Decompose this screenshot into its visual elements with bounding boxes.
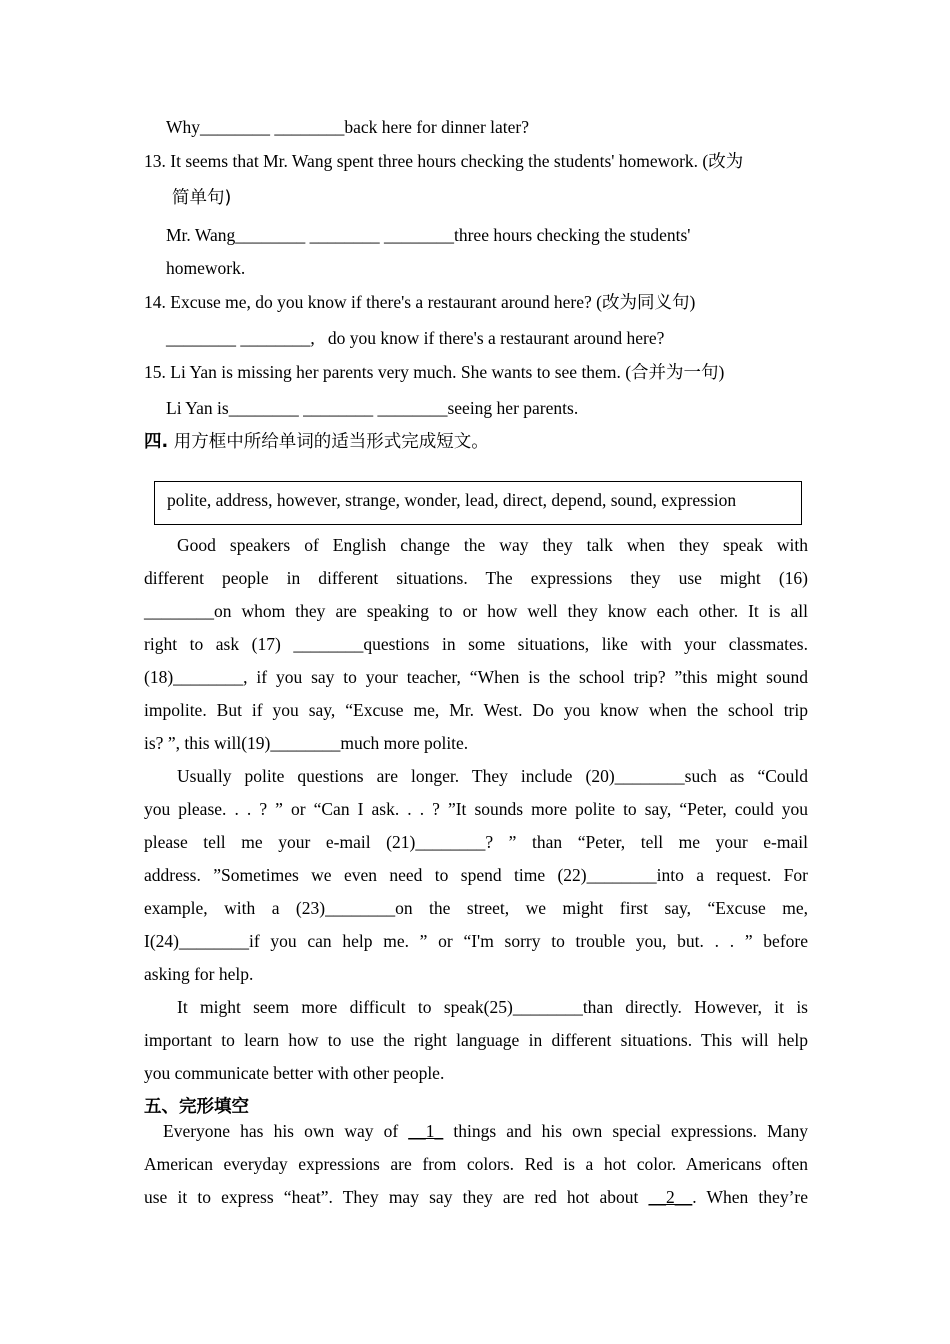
- cloze-blank-2: __2__: [648, 1187, 693, 1207]
- passage-line: you communicate better with other people.: [144, 1063, 445, 1083]
- passage-line: important to learn how to use the right language in different situations. This will help: [144, 1030, 808, 1050]
- word-bank-text: polite, address, however, strange, wonder, lead, direct, depend, sound, expression: [167, 490, 737, 510]
- section-5-title: 五、完形填空: [144, 1097, 249, 1117]
- passage-line: ________on whom they are speaking to or how well they know each other. It is all: [144, 601, 808, 621]
- cloze-text: Everyone has his own way of: [163, 1121, 409, 1141]
- cloze-text: . When they’re: [692, 1187, 808, 1207]
- q15-answer: Li Yan is________ ________ ________seeing her parents.: [166, 398, 579, 418]
- q13-answer-line2: homework.: [166, 258, 246, 278]
- passage-line: impolite. But if you say, “Excuse me, Mr. West. Do you know when the school trip: [144, 700, 808, 720]
- passage-line: (18)________, if you say to your teacher, “When is the school trip? ”this might sound: [144, 667, 808, 687]
- passage-line: Good speakers of English change the way they talk when they speak with: [177, 535, 808, 555]
- cloze-line-3: [144, 1186, 808, 1208]
- q14-answer: ________ ________, do you know if there's a restaurant around here?: [166, 328, 665, 348]
- passage-line: example, with a (23)________on the street, we might first say, “Excuse me,: [144, 898, 808, 918]
- cloze-line-1: [144, 1120, 808, 1142]
- passage-line: right to ask (17) ________questions in some situations, like with your classmates.: [144, 634, 808, 654]
- section-4-title: [144, 431, 489, 453]
- passage-line: is? ”, this will(19)________much more polite.: [144, 733, 469, 753]
- cloze-text: use it to express “heat”. They may say they are red hot about: [144, 1187, 649, 1207]
- cloze-text: things and his own special expressions. Many: [443, 1121, 808, 1141]
- passage-line: Usually polite questions are longer. They include (20)________such as “Could: [177, 766, 808, 786]
- cloze-line-2: American everyday expressions are from colors. Red is a hot color. Americans often: [144, 1154, 808, 1174]
- q14-question: 14. Excuse me, do you know if there's a restaurant around here? (改为同义句): [144, 292, 696, 312]
- q15-question: 15. Li Yan is missing her parents very much. She wants to see them. (合并为一句): [144, 362, 725, 382]
- section-4-instruction: 用方框中所给单词的适当形式完成短文。: [173, 432, 489, 452]
- passage-line: It might seem more difficult to speak(25)________than directly. However, it is: [177, 997, 808, 1017]
- q13-question-line2: 简单句): [172, 188, 232, 208]
- passage-line: asking for help.: [144, 964, 254, 984]
- section-4-number: 四.: [144, 432, 169, 452]
- cloze-blank-1: __1_: [408, 1121, 444, 1141]
- passage-line: you please. . . ? ” or “Can I ask. . . ? ”It sounds more polite to say, “Peter, could you: [144, 799, 808, 819]
- q13-question-line1: 13. It seems that Mr. Wang spent three hours checking the students' homework. (改为: [144, 151, 744, 171]
- q13-answer-line1: Mr. Wang________ ________ ________three hours checking the students': [166, 225, 691, 245]
- passage-line: please tell me your e-mail (21)________? ” than “Peter, tell me your e-mail: [144, 832, 808, 852]
- q12-answer-line: Why________ ________back here for dinner later?: [166, 117, 530, 137]
- passage-line: different people in different situations. The expressions they use might (16): [144, 568, 808, 588]
- passage-line: I(24)________if you can help me. ” or “I'm sorry to trouble you, but. . . ” before: [144, 931, 808, 951]
- word-bank-box: [154, 481, 802, 525]
- passage-line: address. ”Sometimes we even need to spend time (22)________into a request. For: [144, 865, 808, 885]
